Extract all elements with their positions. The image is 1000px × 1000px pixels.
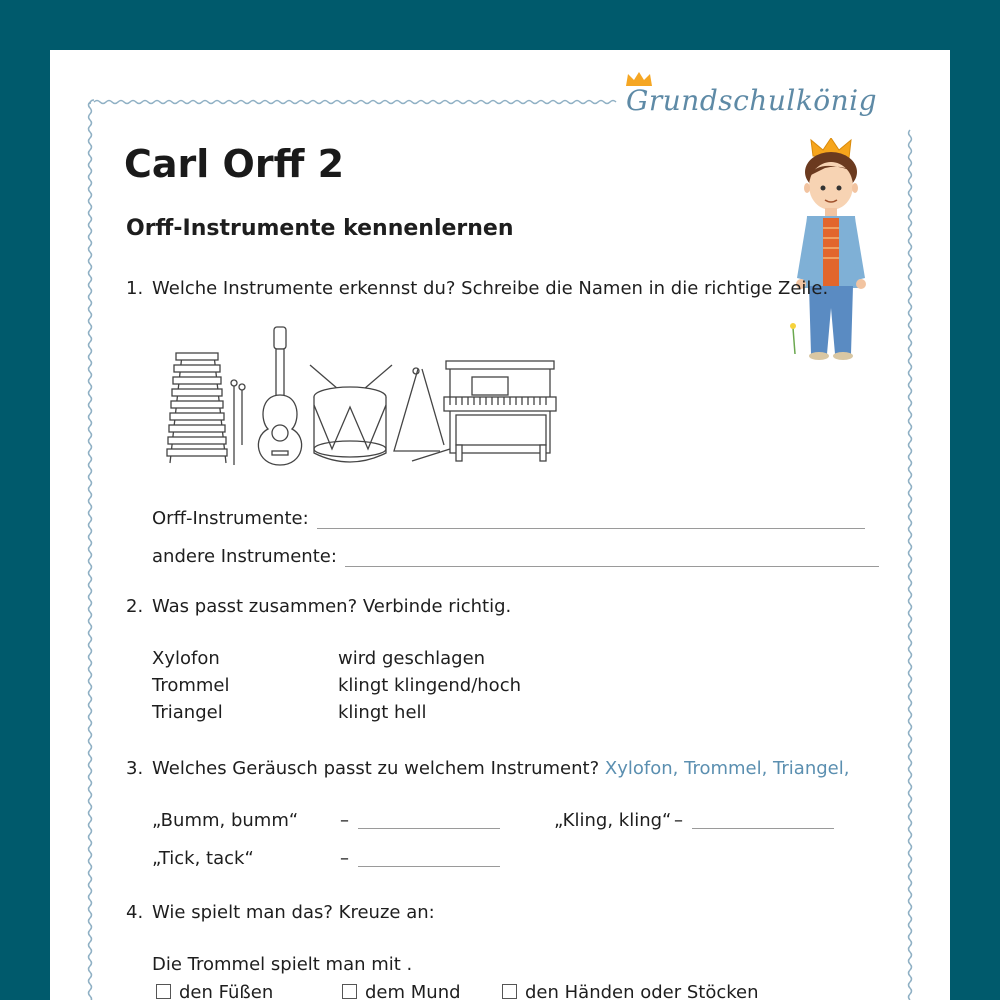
other-instruments-row: [152, 546, 879, 567]
task-1-number: 1.: [126, 278, 144, 299]
orff-instruments-row: [152, 508, 865, 529]
option-mouth[interactable]: [342, 982, 461, 1000]
task-4-prompt: [126, 902, 435, 923]
option-hands-sticks[interactable]: [502, 982, 759, 1000]
sound-answer-line[interactable]: [692, 810, 834, 829]
page-title: Carl Orff 2: [124, 142, 345, 186]
sound-label: „Kling, kling“: [554, 810, 672, 831]
sound-label: „Bumm, bumm“: [152, 810, 299, 831]
option-feet[interactable]: [156, 982, 273, 1000]
xylophone-icon: [167, 353, 245, 465]
drum-icon: [310, 365, 392, 462]
match-right-item[interactable]: wird geschlagen: [338, 648, 486, 669]
task-3-number: 3.: [126, 758, 144, 779]
sound-dash: –: [340, 810, 349, 831]
triangle-icon: [394, 368, 450, 461]
orff-instruments-label: Orff-Instrumente:: [152, 508, 309, 529]
task-2-text: Was passt zusammen? Verbinde richtig.: [152, 596, 512, 617]
piano-icon: [444, 361, 556, 461]
instruments-illustration: [160, 325, 560, 470]
task-1-text: Welche Instrumente erkennst du? Schreibe die Namen in die richtige Zeile.: [152, 278, 829, 299]
sound-label: „Tick, tack“: [152, 848, 254, 869]
other-instruments-answer-line[interactable]: [345, 548, 879, 567]
option-label: den Händen oder Stöcken: [525, 982, 759, 1000]
match-left-item[interactable]: Trommel: [152, 675, 230, 696]
option-label: den Füßen: [179, 982, 274, 1000]
sound-dash: –: [674, 810, 683, 831]
task-3-prompt: [126, 758, 849, 779]
worksheet: [50, 50, 950, 1000]
other-instruments-label: andere Instrumente:: [152, 546, 337, 567]
checkbox[interactable]: [156, 984, 171, 999]
brand-logo: Grundschulkönig: [626, 84, 878, 117]
match-right-item[interactable]: klingt hell: [338, 702, 427, 723]
sound-answer-line[interactable]: [358, 848, 500, 867]
match-left-item[interactable]: Xylofon: [152, 648, 220, 669]
sound-answer-line[interactable]: [358, 810, 500, 829]
task-4-question: Die Trommel spielt man mit .: [152, 954, 413, 975]
task-4-number: 4.: [126, 902, 144, 923]
task-3-hint: Xylofon, Trommel, Triangel,: [604, 758, 850, 779]
checkbox[interactable]: [342, 984, 357, 999]
task-2-prompt: [126, 596, 511, 617]
checkbox[interactable]: [502, 984, 517, 999]
option-label: dem Mund: [365, 982, 461, 1000]
page-subtitle: Orff-Instrumente kennenlernen: [126, 216, 514, 241]
match-left-item[interactable]: Triangel: [152, 702, 223, 723]
match-right-item[interactable]: klingt klingend/hoch: [338, 675, 521, 696]
guitar-icon: [258, 327, 301, 465]
sound-dash: –: [340, 848, 349, 869]
task-4-text: Wie spielt man das? Kreuze an:: [152, 902, 435, 923]
king-boy-illustration: [785, 138, 875, 368]
task-3-text: Welches Geräusch passt zu welchem Instrument?: [152, 758, 600, 779]
orff-instruments-answer-line[interactable]: [317, 510, 865, 529]
task-2-number: 2.: [126, 596, 144, 617]
task-1-prompt: [126, 278, 828, 299]
